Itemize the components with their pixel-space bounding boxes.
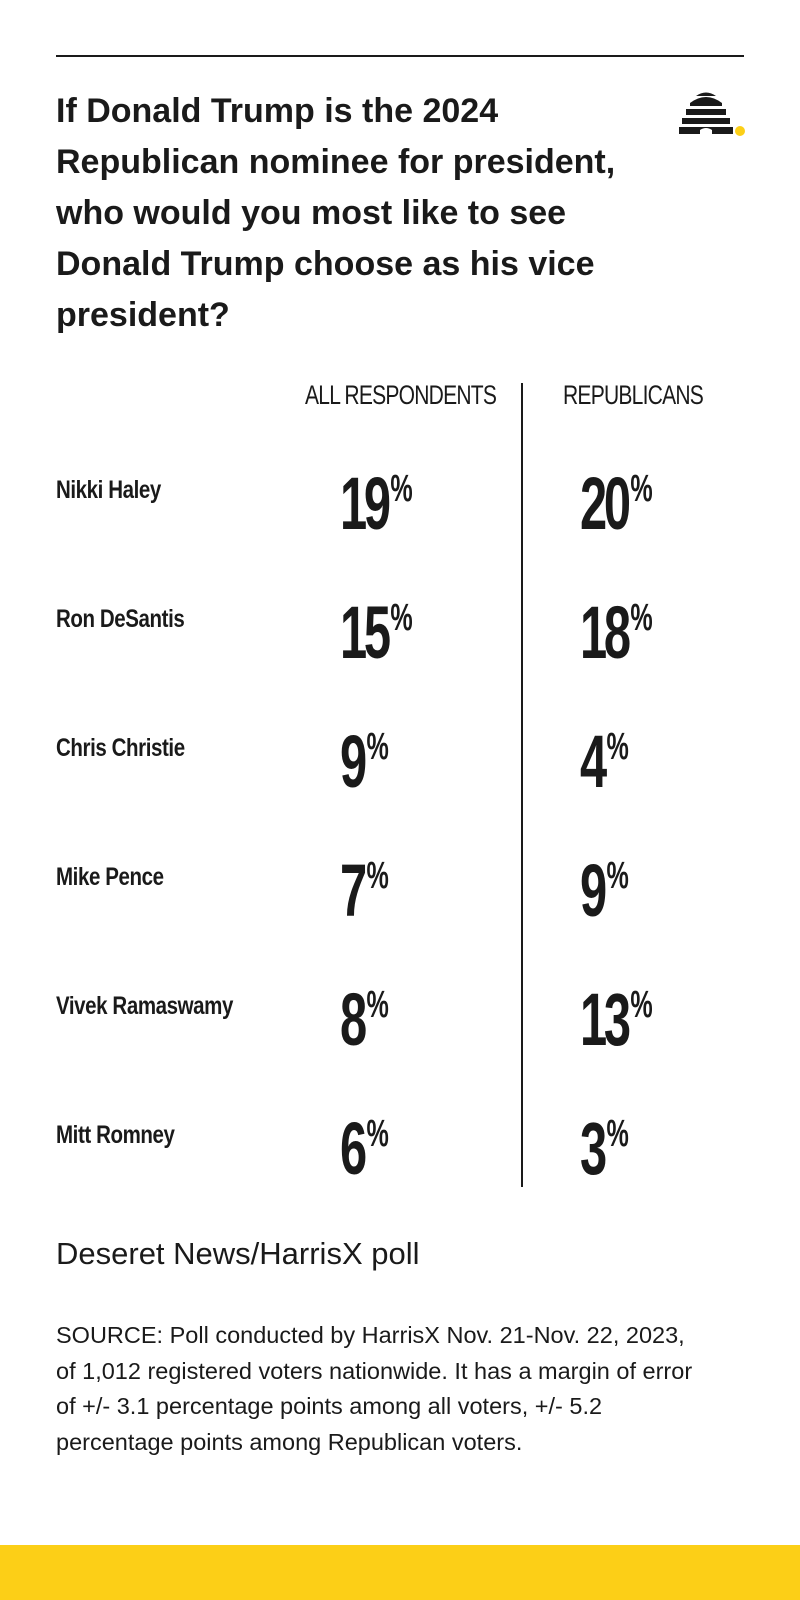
value-republicans: 18% (580, 591, 652, 674)
column-divider (521, 383, 523, 1187)
candidate-label: Chris Christie (56, 734, 185, 762)
chart-title: If Donald Trump is the 2024 Republican nominee for president, who would you most like to see Donald Trump choose as his vice president? (56, 92, 616, 334)
top-rule (56, 55, 744, 57)
value-all-respondents: 19% (340, 462, 412, 545)
candidate-label: Ron DeSantis (56, 605, 185, 633)
value-republicans: 20% (580, 462, 652, 545)
value-all-respondents: 8% (340, 978, 388, 1061)
value-republicans: 3% (580, 1107, 628, 1190)
column-header-republicans: REPUBLICANS (563, 380, 704, 410)
source-note: SOURCE: Poll conducted by HarrisX Nov. 21-Nov. 22, 2023, of 1,012 registered voters nationwide. It has a margin of error of +/- 3.1 percentage points among all voters, +/- 5.2 percentage points among Republican voters. (56, 1322, 693, 1455)
value-republicans: 9% (580, 849, 628, 932)
value-all-respondents: 6% (340, 1107, 388, 1190)
candidate-label: Nikki Haley (56, 476, 161, 504)
footer-bar (0, 1545, 800, 1600)
candidate-label: Mike Pence (56, 863, 164, 891)
value-all-respondents: 15% (340, 591, 412, 674)
value-all-respondents: 9% (340, 720, 388, 803)
value-all-respondents: 7% (340, 849, 388, 932)
value-republicans: 13% (580, 978, 652, 1061)
beehive-icon (676, 90, 746, 140)
candidate-label: Mitt Romney (56, 1121, 175, 1149)
column-header-all-respondents: ALL RESPONDENTS (305, 380, 497, 410)
value-republicans: 4% (580, 720, 628, 803)
poll-name: Deseret News/HarrisX poll (56, 1236, 420, 1271)
candidate-label: Vivek Ramaswamy (56, 992, 233, 1020)
